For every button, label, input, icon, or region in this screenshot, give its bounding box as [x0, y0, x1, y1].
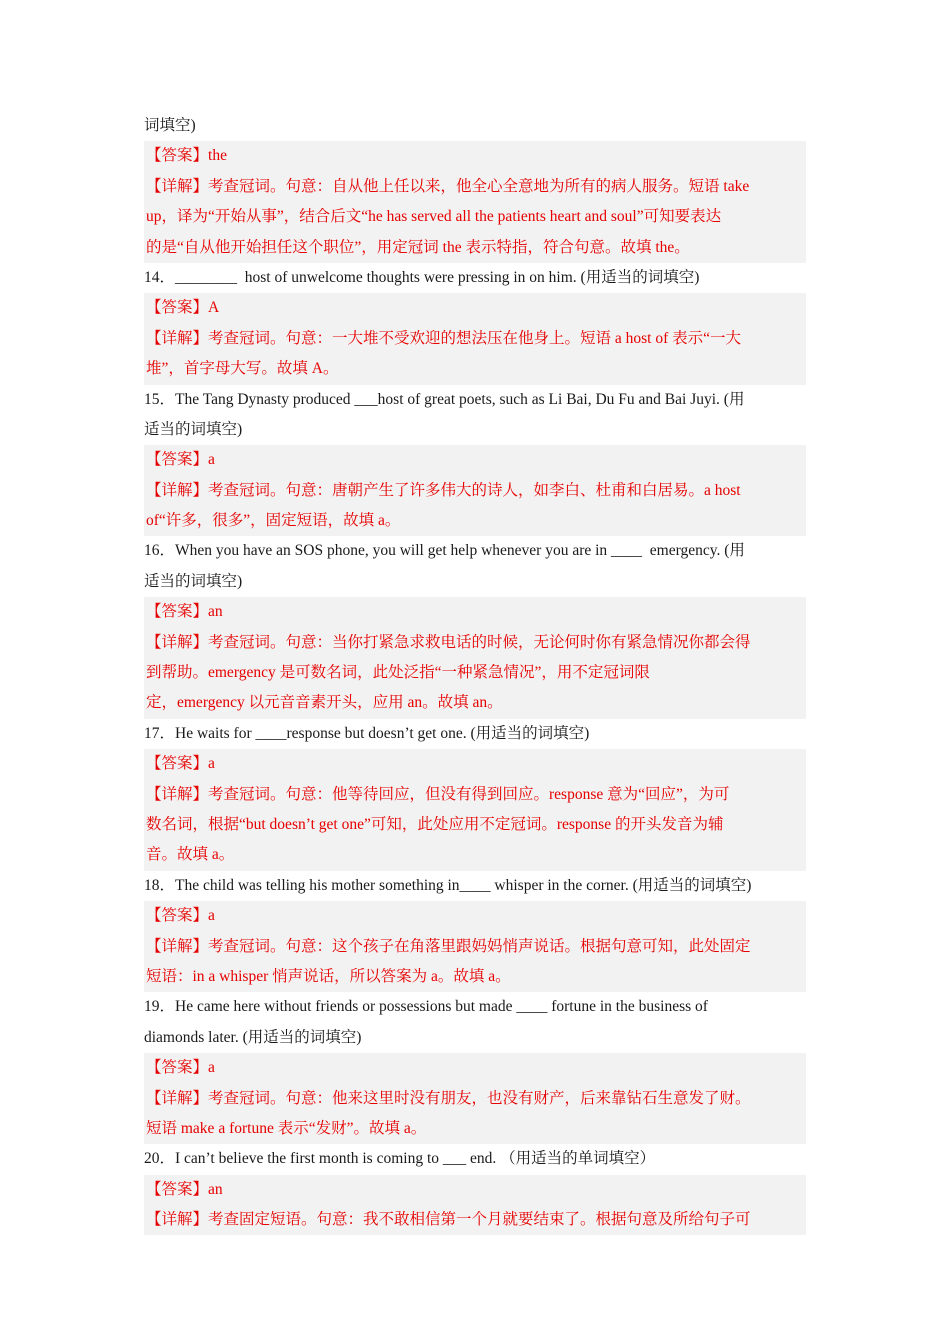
detail-text: 考查冠词。句意：他来这里时没有朋友，也没有财产，后来靠钻石生意发了财。	[208, 1089, 751, 1107]
answer-line	[144, 293, 806, 323]
detail-line: 短语 make a fortune 表示“发财”。故填 a。	[144, 1114, 806, 1144]
answer-line	[144, 597, 806, 627]
answer-label: 【答案】	[146, 299, 209, 317]
detail-label: 【详解】	[146, 177, 209, 195]
detail-text: 考查冠词。句意：一大堆不受欢迎的想法压在他身上。短语 a host of 表示“一大	[208, 329, 742, 347]
answer-value: an	[208, 1180, 223, 1198]
answer-label: 【答案】	[146, 603, 209, 621]
answer-label: 【答案】	[146, 907, 209, 925]
detail-line: 的是“自从他开始担任这个职位”，用定冠词 the 表示特指，符合句意。故填 the。	[144, 233, 806, 263]
detail-line: 到帮助。emergency 是可数名词，此处泛指“一种紧急情况”，用不定冠词限	[144, 658, 806, 688]
detail-line	[144, 780, 806, 810]
answer-label: 【答案】	[146, 451, 209, 469]
detail-line: 数名词，根据“but doesn’t get one”可知，此处应用不定冠词。response 的开头发音为辅	[144, 810, 806, 840]
detail-line: up，译为“开始从事”，结合后文“he has served all the patients heart and soul”可知要表达	[144, 202, 806, 232]
detail-text: 考查冠词。句意：自从他上任以来，他全心全意地为所有的病人服务。短语 take	[208, 177, 750, 195]
detail-line: 音。故填 a。	[144, 840, 806, 870]
answer-value: a	[208, 1059, 215, 1077]
detail-label: 【详解】	[146, 329, 209, 347]
answer-value: A	[208, 299, 220, 317]
question-list	[144, 263, 806, 1236]
answer-value: an	[208, 603, 223, 621]
answer-line	[144, 445, 806, 475]
detail-label: 【详解】	[146, 1089, 209, 1107]
answer-value: a	[208, 907, 215, 925]
answer-line	[144, 1053, 806, 1083]
detail-line: 短语：in a whisper 悄声说话，所以答案为 a。故填 a。	[144, 962, 806, 992]
answer-label: 【答案】	[146, 1180, 209, 1198]
detail-text: 考查固定短语。句意：我不敢相信第一个月就要结束了。根据句意及所给句子可	[208, 1211, 751, 1229]
answer-value: a	[208, 755, 215, 773]
detail-line	[144, 628, 806, 658]
detail-line	[144, 932, 806, 962]
detail-label: 【详解】	[146, 481, 209, 499]
answer-label: 【答案】	[146, 755, 209, 773]
detail-line: 定，emergency 以元音音素开头，应用 an。故填 an。	[144, 688, 806, 718]
detail-line: of“许多，很多”，固定短语，故填 a。	[144, 506, 806, 536]
document-page	[144, 111, 806, 1235]
detail-text: 考查冠词。句意：当你打紧急求救电话的时候，无论何时你有紧急情况你都会得	[208, 633, 751, 651]
question-text: 适当的词填空)	[144, 572, 243, 590]
detail-text: 考查冠词。句意：唐朝产生了许多伟大的诗人，如李白、杜甫和白居易。a host	[208, 481, 741, 499]
answer-line	[144, 1175, 806, 1205]
answer-line	[144, 141, 806, 171]
question-text: 17．He waits for ____response but doesn’t get one. (用适当的词填空)	[144, 724, 590, 742]
detail-line	[144, 1205, 806, 1235]
answer-label: 【答案】	[146, 147, 209, 165]
detail-text: 考查冠词。句意：这个孩子在角落里跟妈妈悄声说话。根据句意可知，此处固定	[208, 937, 751, 955]
answer-value: a	[208, 451, 215, 469]
detail-label: 【详解】	[146, 785, 209, 803]
question-text: 19．He came here without friends or possessions but made ____ fortune in the business of	[144, 998, 708, 1016]
answer-line	[144, 901, 806, 931]
answer-line	[144, 749, 806, 779]
question-continuation: 词填空)	[144, 117, 196, 134]
question-text: 14．________ host of unwelcome thoughts were pressing in on him. (用适当的词填空)	[144, 268, 700, 286]
detail-line	[144, 324, 806, 354]
question-text: 适当的词填空)	[144, 420, 243, 438]
detail-label: 【详解】	[146, 633, 209, 651]
detail-label: 【详解】	[146, 1211, 209, 1229]
detail-label: 【详解】	[146, 937, 209, 955]
question-text: diamonds later. (用适当的词填空)	[144, 1028, 362, 1046]
detail-line: 堆”，首字母大写。故填 A。	[144, 354, 806, 384]
detail-line	[144, 476, 806, 506]
question-text: 20．I can’t believe the first month is coming to ___ end. （用适当的单词填空）	[144, 1150, 656, 1168]
answer-label: 【答案】	[146, 1059, 209, 1077]
question-text: 16．When you have an SOS phone, you will get help whenever you are in ____ emergency. (用	[144, 542, 745, 560]
answer-value: the	[208, 147, 227, 165]
question-text: 18．The child was telling his mother something in____ whisper in the corner. (用适当的词填空)	[144, 876, 752, 894]
detail-line	[144, 172, 806, 202]
question-text: 15．The Tang Dynasty produced ___host of great poets, such as Li Bai, Du Fu and Bai Juyi. (用	[144, 390, 745, 408]
detail-line	[144, 1084, 806, 1114]
detail-text: 考查冠词。句意：他等待回应，但没有得到回应。response 意为“回应”，为可	[208, 785, 730, 803]
